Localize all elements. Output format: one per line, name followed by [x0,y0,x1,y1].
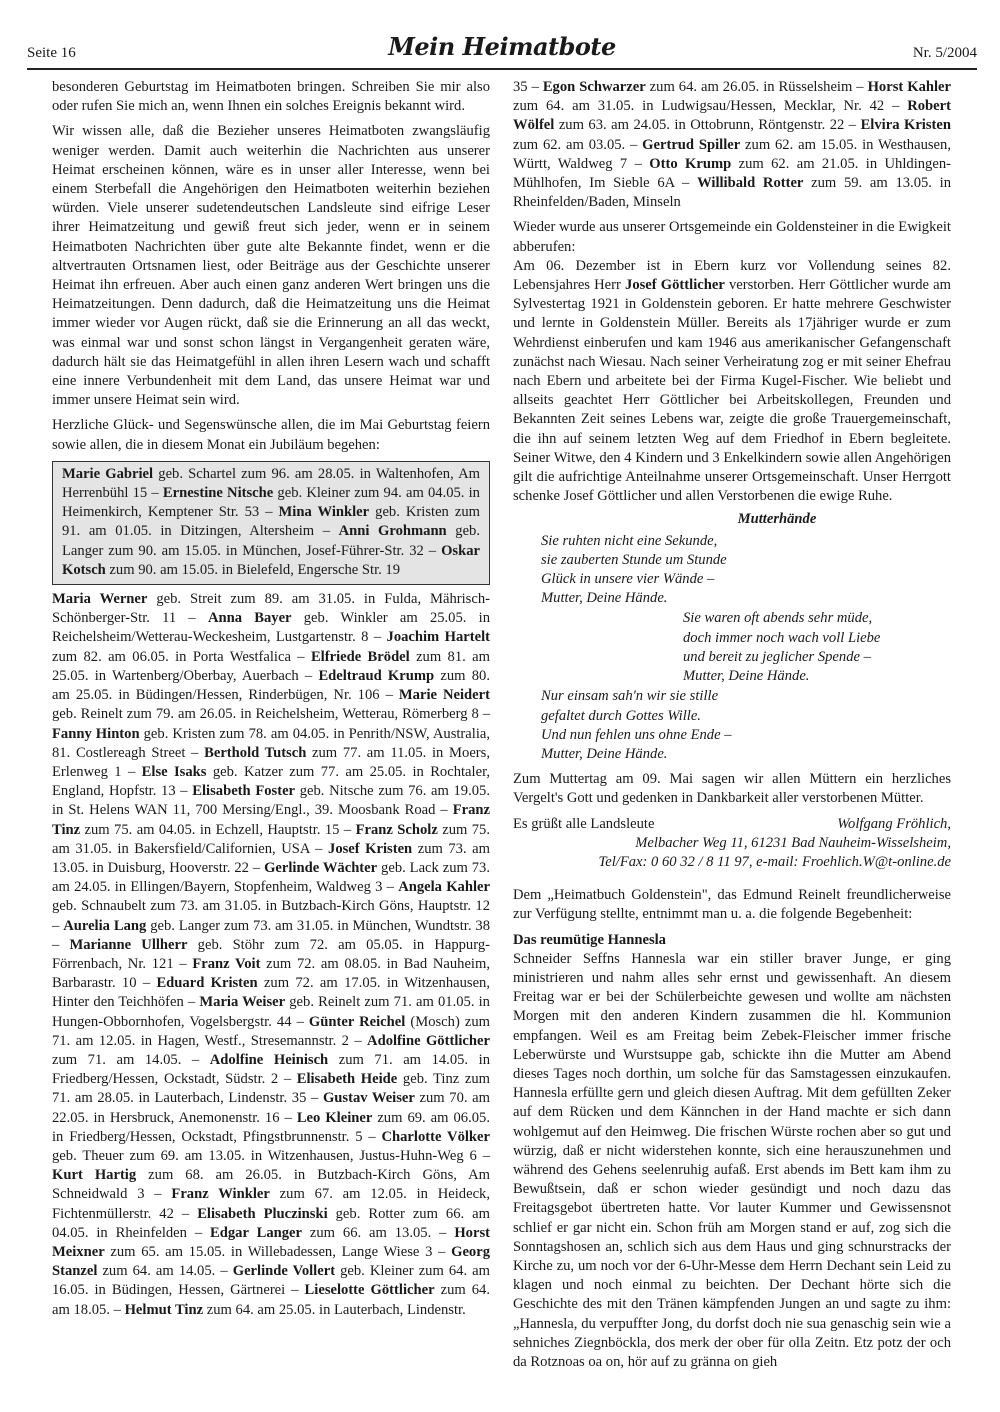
poem-line: gefaltet durch Gottes Wille. [541,707,701,724]
birthday-name: Elfriede Brödel [310,648,410,665]
birthday-name: Aurelia Lang [63,917,147,934]
birthday-name: Elisabeth Foster [192,783,296,800]
birthday-details: zum 75. am 04.05. in Echzell, Hauptstr. 15 – [80,821,356,838]
birthday-details: geb. Streit zum 89. am 31.05. in Fulda, Mährisch-Schönberger-Str. 11 – [52,591,490,627]
page-number: Seite 16 [27,45,76,61]
poem-line: Und nun fehlen uns ohne Ende – [541,726,732,743]
obituary-intro-text: Wieder wurde aus unserer Ortsgemeinde ein Goldensteiner in die Ewigkeit abberufen: [513,219,951,255]
story-intro: Dem „Heimatbuch Goldenstein", das Edmund Reinelt freundlicherweise zur Verfügung stellte, entnimmt man u. a. die folgende Begebenheit: [513,887,951,923]
issue-number: Nr. 5/2004 [912,45,977,61]
birthday-name: Else Isaks [141,763,207,780]
intro-paragraph-2: Wir wissen alle, daß die Bezieher unseres Heimatboten zwangsläufig weniger werden. Damit auch weiterhin die Nachrichten aus unserer Heimat erscheinen können, wäre es in unser aller Interesse, wenn bei einem Sterbefall die Angehörigen den Heimatboten weiterhin beziehen würden. Viele unserer sudetendeutschen Landsleute sind eifrige Leser ihrer Heimatzeitung und gewiß freut sich jeder, wenn er in seinem Heimatboten Nachrichten über gute alte Bekannte findet, wenn er die altvertrauten Ortsnamen liest, oder Beiträge aus der Geschichte unserer Heimat ihn erfreuen. Aber auch einen ganz anderen Wert bringen uns die Heimatzeitungen. Denn dadurch, daß die Heimatzeitung uns die Heimat immer wieder vor Augen rückt, daß sie die Erinnerung an all das weckt, was einmal war und sonst schon längst in Vergangenheit geraten wäre, dadurch hält sie das Heimatgefühl in allen ihren Lesern wach und schafft eine innere Verbundenheit mit dem Land, das unsere Heimat war und immer unsere Heimat sein wird. [52,123,490,409]
obituary-text-after: verstorben. Herr Göttlicher wurde am Sylvestertag 1921 in Goldenstein geboren. Er hatte mehrere Geschwister und lernte in Goldenstein Müller. Bereits als 17jähriger wurde er zum Wehrdienst einberufen und kam 1946 aus amerikanischer Gefangenschaft zunächst nach Wiesau. Nach seiner Verheiratung zog er mit seiner Ehefrau nach Ebern und arbeitete bei der Firma Kugel-Fischer. Wie beliebt und allseits geachtet Herr Göttlicher bei Arbeitskollegen, Freunden und Bekannten Zeit seines Lebens war, zeigte die große Trauergemeinschaft, die ihn auf seinem letzten Weg auf dem Friedhof in Ebern begleitete. Seiner Witwe, den 4 Kindern und 3 Enkelkindern sowie allen Angehörigen gilt die aufrichtige Anteilnahme unserer Ortsgemeinschaft. Unser Herrgott schenke Josef Göttlicher und allen Verstorbenen die ewige Ruhe. [513,277,951,505]
birthday-details: geb. Lack zum 73. am 24.05. in Ellingen/Bayern, Stopfenheim, Waldweg 3 – [52,859,491,896]
birthday-name: Lieselotte Göttlicher [304,1282,435,1299]
birthday-name: Oskar Kotsch [62,542,480,578]
birthday-details: geb. Nitsche zum 76. am 19.05. in St. Helens WAN 11, 700 Mersing/Engl., 39. Moosbank Road – [52,783,490,819]
birthday-details: zum 77. am 11.05. in Moers, Erlenweg 1 – [52,744,490,780]
birthday-details: zum 71. am 14.05. in Friedberg/Hessen, Ockstadt, Südstr. 2 – [52,1051,490,1088]
birthday-name: Elisabeth Pluczinski [197,1205,328,1222]
birthday-details: zum 68. am 26.05. in Butzbach-Kirch Göns, Am Schneidwald 3 – [52,1167,490,1203]
birthday-name: Franz Voit [192,955,261,972]
birthday-details: (Mosch) zum 71. am 12.05. in Hagen, Westf., Stresemannstr. 2 – [52,1013,490,1049]
birthday-details: zum 64. am 18.05. – [52,1282,490,1318]
birthday-name: Charlotte Völker [381,1128,490,1145]
birthday-details: zum 65. am 15.05. in Willebadessen, Lange Wiese 3 – [104,1243,452,1260]
birthday-details: geb. Schartel zum 96. am 28.05. in Waltenhofen, Am Herrenbühl 15 – [62,465,480,502]
birthday-list [52,590,490,1320]
poem-title: Mutterhände [737,511,817,528]
poem-line: Mutter, Deine Hände. [541,590,668,607]
birthday-list-continued [513,78,951,212]
birthday-name: Adolfine Göttlicher [367,1032,490,1049]
birthday-details: geb. Kristen zum 78. am 04.05. in Penrith/NSW, Australia, 81. Costlereagh Street – [52,725,491,761]
birthday-details: geb. Stöhr zum 72. am 05.05. in Happurg-Förrenbach, Nr. 121 – [52,936,490,972]
birthday-name: Joachim Hartelt [386,629,490,646]
birthday-details: geb. Rotter zum 66. am 04.05. in Rheinfelden – [52,1205,490,1241]
birthday-name: Elisabeth Heide [296,1071,398,1088]
intro-paragraph-3: Herzliche Glück- und Segenswünsche allen, die im Mai Geburtstag feiern sowie allen, die in diesem Monat ein Jubiläum begehen: [52,417,490,453]
story-text: Schneider Seffns Hannesla war ein stiller braver Junge, er ging ministrieren und nahm alles sehr ernst und gewissenhaft. An diesem Freitag war er bei der Schülerbeichte gewesen und wollte am nächsten Morgen mit den anderen Kindern zusammen die hl. Kommunion empfangen. Weil es am Freitag beim Zebek-Fleischer immer frische Leberwürste und Wurstsuppe gab, schickte ihn die Mutter am Abend dieses Tages noch dorthin, um solche für das Samstagessen einzukaufen. Hannesla erfüllte gern und gleich diesen Auftrag. Mit dem gefüllten Zeker auf dem Rücken und dem Kännchen in der Hand machte er sich dann wohlgemut auf den Heimweg. Die frischen Würste rochen aber so gut und würzig, daß er nicht widerstehen konnte, sich eine herauszunehmen und während des Gehens seelenruhig aufaß. Erst abends im Bett kam ihm zu Bewußtsein, daß er schon wieder gesündigt und noch dazu das Freitagsgebot übertreten hatte. Vor lauter Kummer und Gewissensnot schlief er gar nicht ein. Schon früh am Morgen stand er auf, zog sich die Sonntagshosen an, schlich sich aus dem Haus und ging schnurstracks der Kirche zu, um noch vor der 6-Uhr-Messe dem Herrn Dechant sein Leid zu klagen und noch einmal zu beichten. Der Dechant hörte sich die Geschichte des mit den Tränen kämpfenden Jungen an und sagte zu ihm: „Hannesla, du verpuffter Jong, du dorfst doch nie sua genaschig sein wie a sehniches Ziegnböckla, dos merk der ober für olla Zeitn. Etz potz der och da Rotznoas oa on, hör auf zu gränna on gieh [513,950,951,1370]
birthday-name: Maria Weiser [199,994,286,1011]
signature-block [513,815,951,873]
poem-line: sie zauberten Stunde um Stunde [541,551,727,568]
birthday-details: zum 67. am 12.05. in Heideck, Fichtenmüllerstr. 42 – [52,1186,490,1222]
birthday-details: zum 70. am 22.05. in Hersbruck, Anemonenstr. 16 – [52,1090,490,1126]
birthday-name: Adolfine Heinisch [209,1051,329,1068]
birthday-name: Horst Kahler [867,79,951,95]
birthday-name: Marie Gabriel [62,465,154,482]
birthday-name: Marianne Ullherr [69,936,188,953]
birthday-name: Robert Wölfel [513,98,951,134]
obituary-text-before: Am 06. Dezember ist in Ebern kurz vor Vollendung seines 82. Lebensjahres Herr [513,257,951,294]
birthday-details: zum 90. am 15.05. in Bielefeld, Engersche Str. 19 [105,561,401,578]
signature-greeting: Es grüßt alle Landsleute [513,815,655,832]
birthday-details: geb. Winkler am 25.05. in Reichelsheim/Wetterau-Weckesheim, Lustgartenstr. 8 – [52,610,490,646]
birthday-details: zum 64. am 31.05. in Ludwigsau/Hessen, Mecklar, Nr. 42 – [513,98,908,115]
poem-line: Sie waren oft abends sehr müde, [683,610,873,627]
birthday-name: Gerlinde Vollert [232,1263,336,1280]
birthday-details: zum 71. am 14.05. – [52,1051,210,1068]
birthday-name: Edeltraud Krump [318,667,435,684]
poem-stanza-2 [513,609,951,686]
birthday-details: geb. Kristen zum 91. am 01.05. in Ditzingen, Altersheim – [62,504,480,540]
birthday-details: zum 80. am 25.05. in Büdingen/Hessen, Rinderbügen, Nr. 106 – [52,667,491,704]
birthday-details: 35 – [513,79,543,95]
poem-line: Mutter, Deine Hände. [683,668,810,685]
birthday-name: Gertrud Spiller [642,136,741,153]
birthday-name: Franz Scholz [355,821,438,838]
birthday-details: zum 64. am 14.05. – [97,1263,233,1280]
birthday-name: Egon Schwarzer [542,79,646,95]
birthday-name: Gustav Weiser [322,1090,415,1107]
birthday-name: Horst Meixner [52,1224,490,1260]
birthday-details: geb. Langer zum 90. am 15.05. in München, Josef-Führer-Str. 32 – [62,523,480,559]
poem-stanza-1 [513,532,951,609]
birthday-name: Anni Grohmann [338,523,447,540]
birthday-details: zum 62. am 15.05. in Westhausen, Württ, Waldweg 7 – [513,136,951,172]
birthday-details: zum 62. am 03.05. – [513,136,643,153]
birthday-name: Helmut Tinz [124,1301,204,1318]
story-title: Das reumütige Hannesla [513,931,666,948]
birthday-details: geb. Kleiner zum 94. am 04.05. in Heimenkirch, Kemptener Str. 53 – [62,485,480,521]
masthead-title: Mein Heimatbote [388,32,616,61]
birthday-name: Willibald Rotter [697,175,804,192]
left-column [52,78,490,1326]
birthday-name: Ernestine Nitsche [162,485,274,502]
birthday-details: geb. Schnaubelt zum 73. am 31.05. in Butzbach-Kirch Göns, Hauptstr. 12 – [52,898,490,934]
birthday-name: Maria Werner [52,591,148,608]
birthday-details: zum 81. am 25.05. in Wartenberg/Oberbay, Auerbach – [52,648,490,684]
birthday-name: Günter Reichel [308,1013,406,1030]
birthday-name: Edgar Langer [210,1224,302,1241]
birthday-details: zum 66. am 13.05. – [301,1224,455,1241]
signature-name: Wolfgang Fröhlich, [837,815,951,832]
birthday-details: zum 75. am 31.05. in Bakersfield/Californien, USA – [52,821,490,857]
poem-line: doch immer noch wach voll Liebe [683,629,881,646]
mothers-day-text: Zum Muttertag am 09. Mai sagen wir allen Müttern ein herzliches Vergelt's Gott und gedenken in Dankbarkeit aller verstorbenen Mütter. [513,771,951,807]
right-column [513,78,951,1378]
birthday-name: Josef Kristen [328,840,413,857]
birthday-details: zum 69. am 06.05. in Friedberg/Hessen, Ockstadt, Pfingstbrunnenstr. 5 – [52,1109,490,1145]
poem [513,510,951,764]
birthday-name: Franz Tinz [52,802,490,838]
poem-line: und bereit zu jeglicher Spende – [683,648,871,665]
birthday-name: Mina Winkler [278,504,370,521]
birthday-name: Leo Kleiner [296,1109,373,1126]
birthday-details: zum 64. am 26.05. in Rüsselsheim – [645,79,868,95]
birthday-name: Marie Neidert [398,687,490,704]
poem-line: Mutter, Deine Hände. [541,745,668,762]
birthday-details: zum 72. am 08.05. in Bad Nauheim, Barbarastr. 10 – [52,955,490,992]
page-header [27,30,977,70]
birthday-name: Anna Bayer [207,610,292,627]
birthday-name: Gerlinde Wächter [264,859,378,876]
birthday-name: Angela Kahler [398,879,490,896]
poem-stanza-3 [513,687,951,764]
signature-address: Melbacher Weg 11, 61231 Bad Nauheim-Wisselsheim, [635,834,951,851]
poem-line: Sie ruhten nicht eine Sekunde, [541,532,718,549]
birthday-details: geb. Katzer zum 77. am 25.05. in Rochtaler, England, Hopfstr. 13 – [52,763,490,800]
birthday-details: geb. Theuer zum 69. am 13.05. in Witzenhausen, Justus-Huhn-Weg 6 – [52,1147,490,1164]
birthday-name: Kurt Hartig [52,1167,137,1184]
birthday-details: geb. Langer zum 73. am 31.05. in München, Wundtstr. 38 – [52,917,490,953]
birthday-details: zum 63. am 24.05. in Ottobrunn, Röntgenstr. 22 – [554,117,861,134]
header-rule [27,68,977,70]
birthday-details: zum 59. am 13.05. in Rheinfelden/Baden, Minseln [513,175,951,211]
birthday-details: zum 64. am 25.05. in Lauterbach, Lindenstr. [203,1301,466,1318]
birthday-details: geb. Reinelt zum 79. am 26.05. in Reichelsheim, Wetterau, Römerberg 8 – [52,706,490,723]
signature-contact: Tel/Fax: 0 60 32 / 8 11 97, e-mail: Froehlich.W@t-online.de [598,853,951,870]
birthday-details: geb. Tinz zum 71. am 28.05. in Lauterbach, Lindenstr. 35 – [52,1071,490,1107]
obituary-intro [513,218,951,506]
birthday-name: Otto Krump [649,155,732,172]
boxed-birthday-list [52,461,490,585]
obituary-name: Josef Göttlicher [625,277,725,294]
birthday-details: zum 73. am 13.05. in Duisburg, Hooverstr. 22 – [52,840,490,876]
birthday-details: zum 62. am 21.05. in Uhldingen-Mühlhofen, Im Sieble 6A – [513,155,951,192]
birthday-name: Eduard Kristen [156,975,258,992]
birthday-name: Georg Stanzel [52,1243,490,1280]
birthday-details: zum 82. am 06.05. in Porta Westfalica – [52,648,311,665]
intro-paragraph-1: besonderen Geburtstag im Heimatboten bringen. Schreiben Sie mir also oder rufen Sie mich an, wenn Ihnen ein solches Ereignis bekannt wird. [52,79,490,115]
birthday-details: geb. Kleiner zum 64. am 16.05. in Büdingen, Hessen, Gärtnerei – [52,1263,491,1299]
poem-line: Nur einsam sah'n wir sie stille [541,688,719,705]
birthday-name: Fanny Hinton [52,725,140,742]
birthday-name: Elvira Kristen [860,117,951,134]
birthday-details: geb. Reinelt zum 71. am 01.05. in Hungen-Obbornhofen, Vogelsbergstr. 44 – [52,994,490,1030]
birthday-name: Franz Winkler [171,1186,270,1203]
birthday-name: Berthold Tutsch [204,744,307,761]
birthday-details: zum 72. am 17.05. in Witzenhausen, Hinter den Teichhöfen – [52,975,490,1011]
poem-line: Glück in unsere vier Wände – [541,571,715,588]
